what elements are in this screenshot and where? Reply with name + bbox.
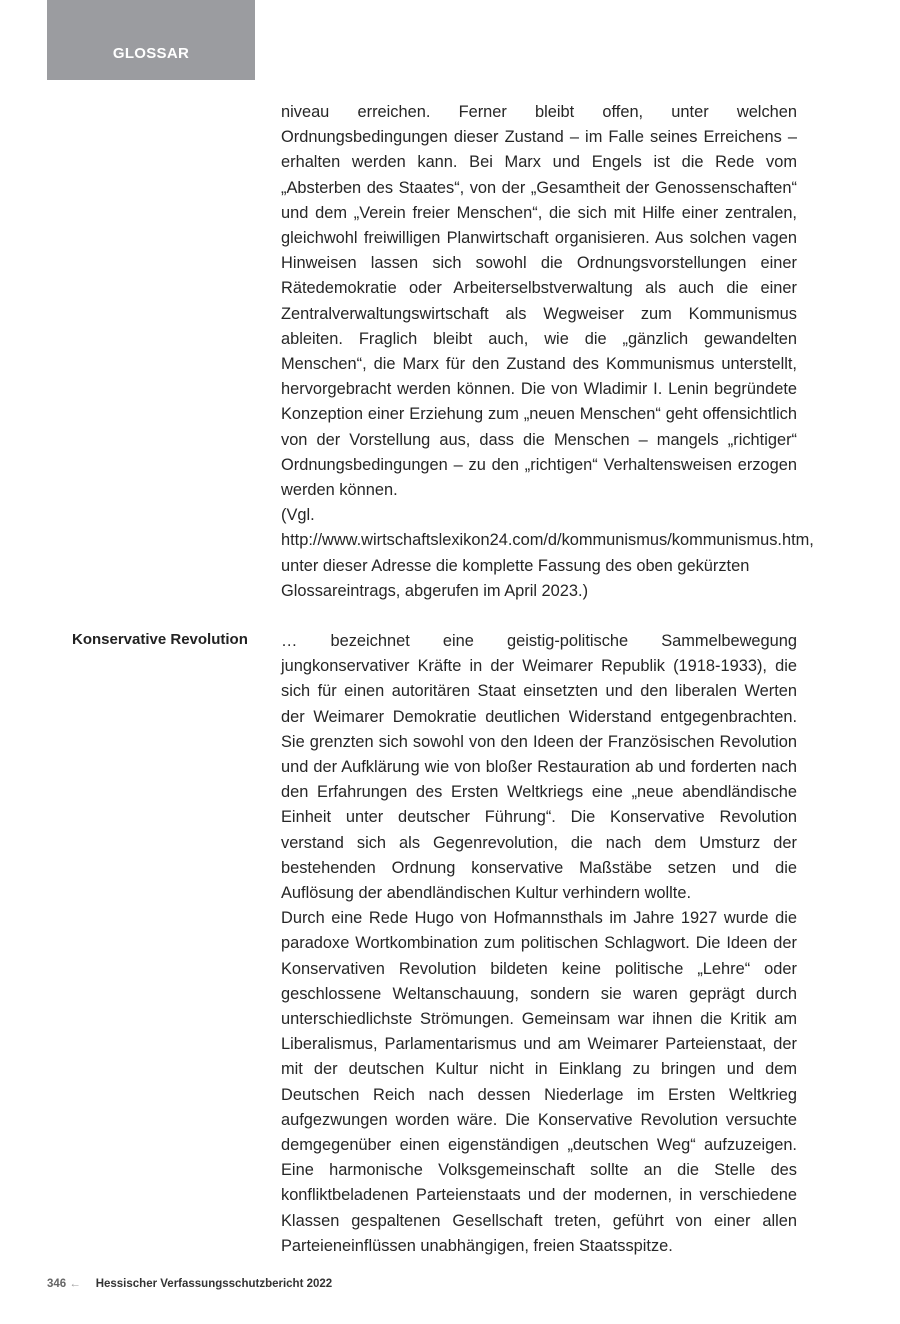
page-footer [47,1278,332,1290]
definition-paragraph-2: Durch eine Rede Hugo von Hofmannsthals im Jahre 1927 wurde die paradoxe Wortkombination zum politischen Schlagwort. Die Ideen der Konservativen Revolution bildeten keine politische „Lehre“ oder geschlossene Weltanschauung, sondern sie waren geprägt durch unterschiedlichste Strömungen. Gemeinsam war ihnen die Kritik am Liberalismus, Parlamentarismus und am Weimarer Parteienstaat, der mit der deutschen Kultur nicht in Einklang zu bringen und dem Deutschen Reich nach dessen Niederlage im Ersten Weltkrieg aufgezwungen worden wäre. Die Konservative Revolution versuchte demgegenüber einen eigenständigen „deutschen Weg“ aufzuzeigen. Eine harmonische Volksgemeinschaft sollte an die Stelle des konfliktbeladenen Parteienstaats und der modernen, in verschiedene Klassen gespaltenen Gesellschaft treten, geführt von einer allen Parteieneinflüssen unabhängigen, freien Staatsspitze. [281,909,797,1255]
section-header-tab [47,0,255,80]
page-number: 346 [47,1278,67,1290]
section-label: GLOSSAR [112,45,190,62]
definition-paragraph-1: … bezeichnet eine geistig-politische Sammelbewegung jungkonservativer Kräfte in der Weimarer Republik (1918-1933), die sich für einen autoritären Staat einsetzten und den liberalen Werten der Weimarer Demokratie deutlichen Widerstand entgegenbrachten. Sie grenzten sich sowohl von den Ideen der Französischen Revolution und der Aufklärung wie von bloßer Restauration ab und forderten nach den Erfahrungen des Ersten Weltkriegs eine „neue abendländische Einheit unter deutscher Führung“. Die Konservative Revolution verstand sich als Gegenrevolution, die nach dem Umsturz der bestehenden Ordnung konservative Maßstäbe setzen und die Auflösung der abendländischen Kultur verhindern wollte. [281,632,797,903]
glossary-term: Konservative Revolution [72,631,248,648]
publication-title: Hessischer Verfassungsschutzbericht 2022 [95,1278,333,1290]
glossary-definition [281,629,797,1259]
back-arrow-icon: ← [69,1278,81,1290]
continued-entry-paragraph: niveau erreichen. Ferner bleibt offen, unter welchen Ordnungsbedingungen dieser Zustand – im Falle seines Erreichens – erhalten werden kann. Bei Marx und Engels ist die Rede vom „Absterben des Staates“, von der „Gesamtheit der Genossenschaften“ und dem „Verein freier Menschen“, die sich mit Hilfe einer zentralen, gleichwohl freiwilligen Planwirtschaft organisieren. Aus solchen vagen Hinweisen lassen sich sowohl die Ordnungsvorstellungen einer Rätedemokratie oder Arbeiterselbstverwaltung als auch die einer Zentralverwaltungswirtschaft als Wegweiser zum Kommunismus ableiten. Fraglich bleibt auch, wie die „gänzlich gewandelten Menschen“, die Marx für den Zustand des Kommunismus unterstellt, hervorgebracht werden können. Die von Wladimir I. Lenin begründete Konzeption einer Erziehung zum „neuen Menschen“ geht offensichtlich von der Vorstellung aus, dass die Menschen – mangels „richtiger“ Ordnungsbedingungen – zu den „richtigen“ Verhaltensweisen erzogen werden können. [281,103,797,500]
source-reference: (Vgl. http://www.wirtschaftslexikon24.com/d/kommunismus/kommunismus.htm, unter dieser Adresse die komplette Fassung des oben gekürzten Glossareintrags, abgerufen im April 2023.) [281,506,814,600]
continued-entry [281,100,814,604]
